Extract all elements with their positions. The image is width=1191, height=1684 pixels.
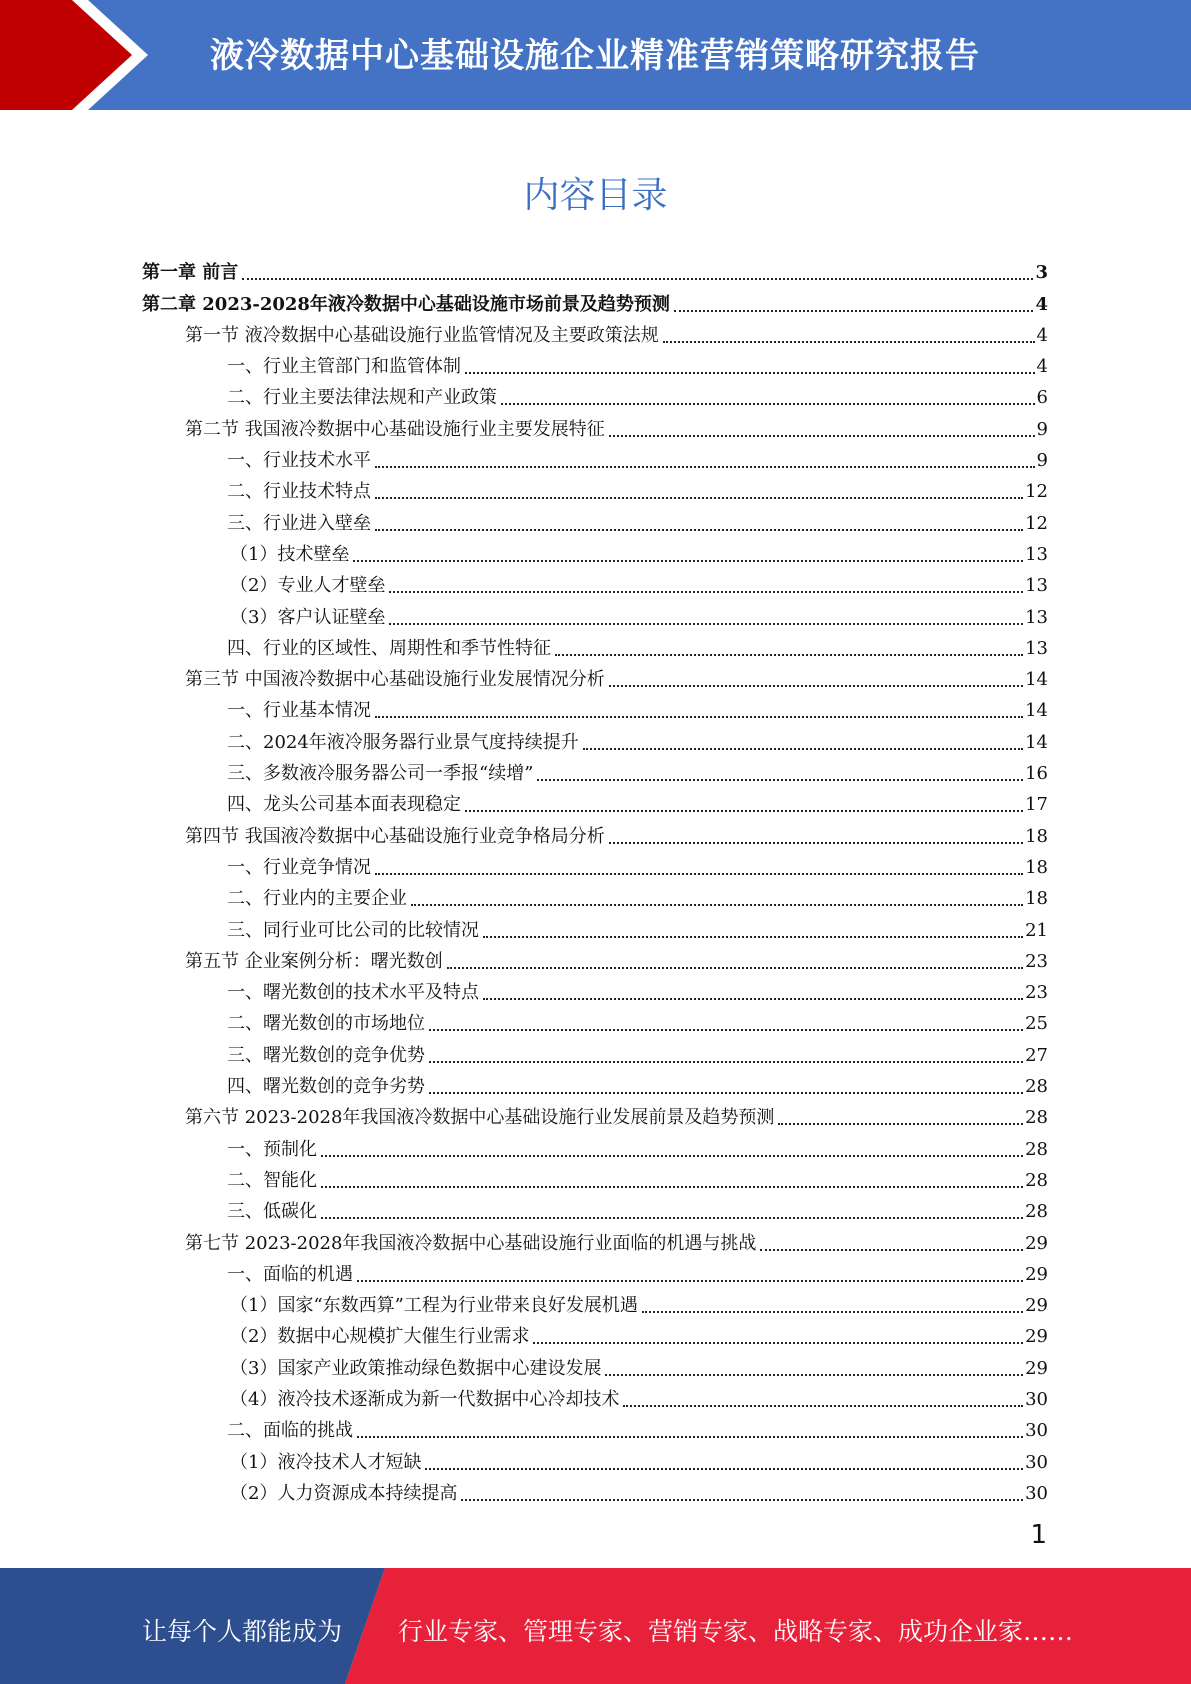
toc-entry[interactable] <box>142 848 1048 879</box>
toc-entry-page: 29 <box>1025 1326 1048 1348</box>
toc-entry[interactable] <box>142 1380 1048 1411</box>
toc-entry[interactable] <box>142 1286 1048 1317</box>
toc-leader-dots <box>321 1216 1023 1219</box>
report-title: 液冷数据中心基础设施企业精准营销策略研究报告 <box>210 36 980 76</box>
toc-entry-page: 12 <box>1025 481 1048 503</box>
toc-leader-dots <box>425 1467 1023 1470</box>
toc-entry[interactable] <box>142 1004 1048 1035</box>
toc-entry-page: 3 <box>1035 262 1048 284</box>
toc-entry-page: 25 <box>1025 1013 1048 1035</box>
toc-leader-dots <box>375 528 1023 531</box>
toc-entry-page: 9 <box>1036 418 1048 440</box>
toc-entry-title: 第二章 2023-2028年液冷数据中心基础设施市场前景及趋势预测 <box>142 293 670 315</box>
toc-entry-page: 27 <box>1025 1044 1048 1066</box>
toc-leader-dots <box>375 715 1023 718</box>
toc-leader-dots <box>609 841 1023 844</box>
toc-entry-page: 14 <box>1025 731 1048 753</box>
toc-leader-dots <box>357 1279 1023 1282</box>
toc-entry[interactable] <box>142 722 1048 753</box>
toc-entry-title: 一、行业主管部门和监管体制 <box>227 356 461 378</box>
toc-entry-page: 13 <box>1025 575 1048 597</box>
toc-entry-page: 30 <box>1025 1482 1048 1504</box>
toc-entry-page: 6 <box>1036 387 1048 409</box>
toc-leader-dots <box>555 653 1023 656</box>
toc-entry[interactable] <box>142 1192 1048 1223</box>
toc-leader-dots <box>483 997 1023 1000</box>
toc-entry[interactable] <box>142 347 1048 378</box>
toc-entry-title: 第三节 中国液冷数据中心基础设施行业发展情况分析 <box>185 669 605 691</box>
toc-entry-page: 28 <box>1025 1076 1048 1098</box>
toc-entry-title: 二、曙光数创的市场地位 <box>227 1013 425 1035</box>
toc-entry-title: （2）人力资源成本持续提高 <box>230 1482 458 1504</box>
toc-entry-page: 28 <box>1025 1138 1048 1160</box>
toc-entry-title: 三、低碳化 <box>227 1201 317 1223</box>
page-number: 1 <box>1030 1520 1047 1550</box>
toc-leader-dots <box>389 622 1023 625</box>
toc-entry[interactable] <box>142 1411 1048 1442</box>
toc-entry-page: 13 <box>1025 606 1048 628</box>
toc-entry-title: 一、行业基本情况 <box>227 700 371 722</box>
toc-entry-title: （3）国家产业政策推动绿色数据中心建设发展 <box>230 1357 602 1379</box>
toc-entry[interactable] <box>142 535 1048 566</box>
toc-entry-page: 18 <box>1025 825 1048 847</box>
toc-leader-dots <box>375 465 1035 468</box>
toc-entry-page: 29 <box>1025 1295 1048 1317</box>
toc-entry-page: 29 <box>1025 1357 1048 1379</box>
toc-entry-page: 14 <box>1025 669 1048 691</box>
toc-entry-page: 13 <box>1025 637 1048 659</box>
toc-leader-dots <box>357 1435 1023 1438</box>
toc-entry[interactable] <box>142 629 1048 660</box>
toc-entry-page: 28 <box>1025 1107 1048 1129</box>
toc-entry-page: 16 <box>1025 763 1048 785</box>
toc-entry-page: 29 <box>1025 1263 1048 1285</box>
toc-leader-dots <box>375 872 1023 875</box>
toc-entry-title: 第四节 我国液冷数据中心基础设施行业竞争格局分析 <box>185 825 605 847</box>
toc-entry-title: 一、行业技术水平 <box>227 450 371 472</box>
toc-entry[interactable] <box>142 409 1048 440</box>
footer-banner <box>0 1568 1191 1684</box>
toc-entry-title: （1）国家“东数西算”工程为行业带来良好发展机遇 <box>230 1295 638 1317</box>
toc-leader-dots <box>429 1091 1023 1094</box>
toc-entry-title: （4）液冷技术逐渐成为新一代数据中心冷却技术 <box>230 1388 620 1410</box>
toc-entry[interactable] <box>142 910 1048 941</box>
toc-entry-title: 一、预制化 <box>227 1138 317 1160</box>
toc-entry[interactable] <box>142 566 1048 597</box>
toc-entry[interactable] <box>142 942 1048 973</box>
toc-entry-title: 二、智能化 <box>227 1169 317 1191</box>
table-of-contents <box>142 253 1048 1505</box>
toc-entry-title: 一、曙光数创的技术水平及特点 <box>227 982 479 1004</box>
toc-leader-dots <box>537 778 1023 781</box>
toc-leader-dots <box>429 1060 1023 1063</box>
toc-leader-dots <box>674 309 1034 312</box>
toc-entry-title: （2）专业人才壁垒 <box>230 575 386 597</box>
toc-entry[interactable] <box>142 691 1048 722</box>
toc-entry-page: 29 <box>1025 1232 1048 1254</box>
toc-entry-title: （1）液冷技术人才短缺 <box>230 1451 422 1473</box>
toc-entry-page: 12 <box>1025 512 1048 534</box>
toc-leader-dots <box>465 809 1023 812</box>
toc-entry[interactable] <box>142 1255 1048 1286</box>
toc-leader-dots <box>411 903 1023 906</box>
toc-entry-title: 四、龙头公司基本面表现稳定 <box>227 794 461 816</box>
toc-entry-page: 18 <box>1025 888 1048 910</box>
toc-entry[interactable] <box>142 1067 1048 1098</box>
toc-entry[interactable] <box>142 1035 1048 1066</box>
toc-leader-dots <box>778 1122 1023 1125</box>
toc-entry[interactable] <box>142 1442 1048 1473</box>
toc-heading: 内容目录 <box>523 175 668 216</box>
toc-entry-title: 三、行业进入壁垒 <box>227 512 371 534</box>
toc-leader-dots <box>609 684 1023 687</box>
toc-leader-dots <box>242 277 1033 280</box>
toc-leader-dots <box>623 1404 1023 1407</box>
toc-entry-title: 第二节 我国液冷数据中心基础设施行业主要发展特征 <box>185 418 605 440</box>
toc-entry[interactable] <box>142 597 1048 628</box>
footer-slogan-left: 让每个人都能成为 <box>142 1617 343 1646</box>
toc-entry[interactable] <box>142 284 1048 315</box>
toc-entry-page: 17 <box>1025 794 1048 816</box>
toc-entry[interactable] <box>142 973 1048 1004</box>
toc-entry-page: 18 <box>1025 856 1048 878</box>
toc-entry-title: （2）数据中心规模扩大催生行业需求 <box>230 1326 530 1348</box>
toc-entry-page: 30 <box>1025 1388 1048 1410</box>
toc-entry[interactable] <box>142 503 1048 534</box>
toc-entry-page: 9 <box>1036 450 1048 472</box>
toc-leader-dots <box>642 1310 1023 1313</box>
toc-entry-page: 23 <box>1025 950 1048 972</box>
toc-entry-page: 4 <box>1035 293 1048 315</box>
toc-entry-page: 30 <box>1025 1451 1048 1473</box>
toc-leader-dots <box>375 496 1023 499</box>
toc-entry[interactable] <box>142 1348 1048 1379</box>
toc-entry[interactable] <box>142 1098 1048 1129</box>
toc-entry[interactable] <box>142 1161 1048 1192</box>
toc-entry-page: 4 <box>1036 324 1048 346</box>
toc-entry-page: 4 <box>1036 356 1048 378</box>
toc-entry-title: （3）客户认证壁垒 <box>230 606 386 628</box>
toc-entry-title: 三、多数液冷服务器公司一季报“续增” <box>227 763 534 785</box>
toc-entry-title: 二、2024年液冷服务器行业景气度持续提升 <box>227 731 579 753</box>
toc-leader-dots <box>583 747 1023 750</box>
toc-entry-page: 28 <box>1025 1201 1048 1223</box>
footer-slogan-right: 行业专家、管理专家、营销专家、战略专家、成功企业家…… <box>398 1617 1074 1646</box>
toc-leader-dots <box>483 935 1023 938</box>
toc-leader-dots <box>533 1341 1023 1344</box>
toc-entry-title: 四、行业的区域性、周期性和季节性特征 <box>227 637 551 659</box>
toc-leader-dots <box>663 340 1035 343</box>
toc-entry[interactable] <box>142 754 1048 785</box>
toc-entry-title: 三、曙光数创的竞争优势 <box>227 1044 425 1066</box>
toc-entry[interactable] <box>142 1223 1048 1254</box>
toc-entry-title: 第五节 企业案例分析：曙光数创 <box>185 950 443 972</box>
toc-entry-title: 一、行业竞争情况 <box>227 856 371 878</box>
toc-entry[interactable] <box>142 816 1048 847</box>
toc-entry[interactable] <box>142 785 1048 816</box>
toc-leader-dots <box>461 1498 1023 1501</box>
toc-leader-dots <box>321 1154 1023 1157</box>
toc-entry-title: 第一节 液冷数据中心基础设施行业监管情况及主要政策法规 <box>185 324 659 346</box>
toc-leader-dots <box>353 559 1023 562</box>
toc-entry-page: 14 <box>1025 700 1048 722</box>
toc-entry-title: 二、行业内的主要企业 <box>227 888 407 910</box>
toc-leader-dots <box>389 590 1023 593</box>
toc-entry-page: 28 <box>1025 1169 1048 1191</box>
toc-entry-title: 第六节 2023-2028年我国液冷数据中心基础设施行业发展前景及趋势预测 <box>185 1107 775 1129</box>
toc-entry-title: 第一章 前言 <box>142 262 239 284</box>
toc-leader-dots <box>429 1028 1023 1031</box>
toc-entry-title: 第七节 2023-2028年我国液冷数据中心基础设施行业面临的机遇与挑战 <box>185 1232 757 1254</box>
toc-entry[interactable] <box>142 441 1048 472</box>
header-banner <box>0 0 1191 110</box>
toc-entry[interactable] <box>142 472 1048 503</box>
toc-entry-page: 23 <box>1025 982 1048 1004</box>
toc-leader-dots <box>447 966 1023 969</box>
toc-leader-dots <box>465 371 1035 374</box>
toc-entry[interactable] <box>142 1317 1048 1348</box>
toc-leader-dots <box>609 434 1035 437</box>
toc-entry[interactable] <box>142 1474 1048 1505</box>
toc-entry[interactable] <box>142 378 1048 409</box>
toc-entry-title: 二、面临的挑战 <box>227 1420 353 1442</box>
toc-entry-title: 四、曙光数创的竞争劣势 <box>227 1076 425 1098</box>
toc-entry-page: 30 <box>1025 1420 1048 1442</box>
toc-entry[interactable] <box>142 1129 1048 1160</box>
toc-entry[interactable] <box>142 879 1048 910</box>
toc-entry-page: 13 <box>1025 543 1048 565</box>
toc-leader-dots <box>321 1185 1023 1188</box>
toc-entry-title: 二、行业主要法律法规和产业政策 <box>227 387 497 409</box>
toc-entry-title: 一、面临的机遇 <box>227 1263 353 1285</box>
toc-entry-title: （1）技术壁垒 <box>230 543 350 565</box>
toc-entry-title: 三、同行业可比公司的比较情况 <box>227 919 479 941</box>
toc-entry[interactable] <box>142 660 1048 691</box>
toc-leader-dots <box>760 1248 1023 1251</box>
toc-leader-dots <box>605 1373 1023 1376</box>
toc-leader-dots <box>501 402 1035 405</box>
toc-entry[interactable] <box>142 316 1048 347</box>
toc-entry[interactable] <box>142 253 1048 284</box>
toc-entry-page: 21 <box>1025 919 1048 941</box>
toc-entry-title: 二、行业技术特点 <box>227 481 371 503</box>
